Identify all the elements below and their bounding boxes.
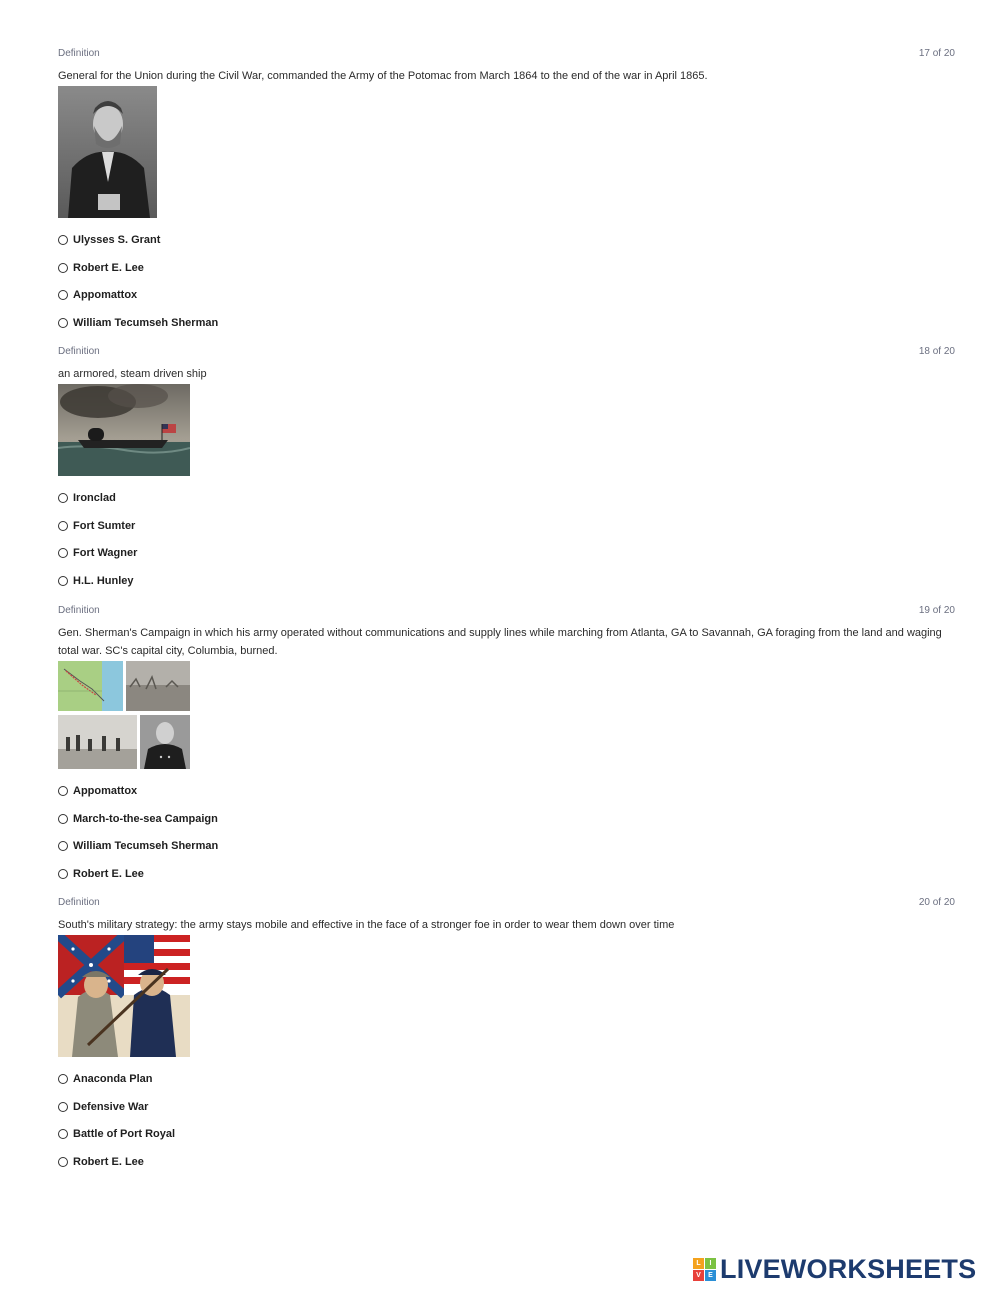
answer-option[interactable]	[58, 575, 955, 603]
question-header	[58, 48, 955, 66]
question-counter: 17 of 20	[918, 48, 955, 59]
option-label: William Tecumseh Sherman	[73, 316, 219, 329]
radio-icon[interactable]	[58, 869, 68, 879]
ruins-image	[126, 661, 190, 711]
question-image	[58, 935, 190, 1057]
radio-icon[interactable]	[58, 814, 68, 824]
answer-option[interactable]	[58, 234, 955, 262]
question-20	[58, 897, 955, 1183]
option-label: H.L. Hunley	[73, 574, 134, 587]
answer-option[interactable]	[58, 1101, 955, 1129]
option-label: Battle of Port Royal	[73, 1128, 176, 1140]
logo-block: V	[693, 1270, 704, 1281]
answer-option[interactable]	[58, 785, 955, 813]
radio-icon[interactable]	[58, 263, 68, 273]
question-type-label: Definition	[58, 48, 100, 59]
question-image	[58, 384, 190, 476]
option-label: Robert E. Lee	[73, 867, 144, 880]
answer-option[interactable]	[58, 289, 955, 317]
option-label: Robert E. Lee	[73, 261, 144, 274]
option-label: Robert E. Lee	[73, 1155, 144, 1168]
question-17	[58, 48, 955, 344]
map-image	[58, 661, 123, 711]
option-label: Ulysses S. Grant	[73, 234, 161, 246]
definition-text: Gen. Sherman's Campaign in which his army operated without communications and supply lines while marching from Atlanta, GA to Savannah, GA foraging from the land and waging total war. SC's capital city, Columbia, burned.	[58, 627, 942, 657]
option-label: William Tecumseh Sherman	[73, 840, 219, 852]
radio-icon[interactable]	[58, 1129, 68, 1139]
answer-option[interactable]	[58, 1128, 955, 1156]
question-counter: 19 of 20	[918, 605, 955, 616]
option-label: Ironclad	[73, 492, 116, 504]
answer-options	[58, 785, 955, 895]
question-type-label: Definition	[58, 605, 100, 616]
liveworksheets-logo	[693, 1255, 989, 1283]
logo-block: I	[705, 1258, 716, 1269]
option-label: Anaconda Plan	[73, 1073, 153, 1085]
radio-icon[interactable]	[58, 235, 68, 245]
soldiers-image	[58, 715, 137, 769]
answer-option[interactable]	[58, 1156, 955, 1184]
answer-option[interactable]	[58, 547, 955, 575]
radio-icon[interactable]	[58, 786, 68, 796]
radio-icon[interactable]	[58, 493, 68, 503]
question-header	[58, 346, 955, 364]
radio-icon[interactable]	[58, 1102, 68, 1112]
question-counter: 20 of 20	[918, 897, 955, 908]
question-image-collage	[58, 661, 190, 769]
question-counter: 18 of 20	[918, 346, 955, 357]
question-18	[58, 346, 955, 602]
logo-block: L	[693, 1258, 704, 1269]
option-label: Appomattox	[73, 289, 138, 301]
answer-option[interactable]	[58, 492, 955, 520]
question-header	[58, 897, 955, 915]
question-type-label: Definition	[58, 346, 100, 357]
radio-icon[interactable]	[58, 318, 68, 328]
radio-icon[interactable]	[58, 290, 68, 300]
definition-text: South's military strategy: the army stays mobile and effective in the face of a stronger foe in order to wear them down over time	[58, 919, 675, 931]
answer-option[interactable]	[58, 840, 955, 868]
soldiers-flags-image	[58, 935, 190, 1057]
answer-option[interactable]	[58, 813, 955, 841]
option-label: Defensive War	[73, 1100, 149, 1113]
answer-option[interactable]	[58, 520, 955, 548]
radio-icon[interactable]	[58, 521, 68, 531]
portrait-image	[58, 86, 157, 218]
ironclad-ship-image	[58, 384, 190, 476]
option-label: Fort Wagner	[73, 547, 138, 559]
answer-option[interactable]	[58, 262, 955, 290]
question-type-label: Definition	[58, 897, 100, 908]
option-label: March-to-the-sea Campaign	[73, 812, 218, 825]
logo-text: LIVEWORKSHEETS	[720, 1254, 977, 1284]
question-image	[58, 86, 157, 218]
radio-icon[interactable]	[58, 576, 68, 586]
radio-icon[interactable]	[58, 1157, 68, 1167]
radio-icon[interactable]	[58, 548, 68, 558]
logo-blocks-icon	[693, 1258, 716, 1281]
definition-text: General for the Union during the Civil War, commanded the Army of the Potomac from March 1864 to the end of the war in April 1865.	[58, 70, 708, 82]
option-label: Fort Sumter	[73, 519, 136, 532]
logo-block: E	[705, 1270, 716, 1281]
definition-text: an armored, steam driven ship	[58, 368, 207, 380]
radio-icon[interactable]	[58, 841, 68, 851]
option-label: Appomattox	[73, 785, 138, 797]
general-portrait-image	[140, 715, 190, 769]
radio-icon[interactable]	[58, 1074, 68, 1084]
answer-option[interactable]	[58, 1073, 955, 1101]
answer-options	[58, 234, 955, 344]
question-19	[58, 605, 955, 895]
answer-option[interactable]	[58, 317, 955, 345]
answer-option[interactable]	[58, 868, 955, 896]
answer-options	[58, 1073, 955, 1183]
question-header	[58, 605, 955, 623]
answer-options	[58, 492, 955, 602]
